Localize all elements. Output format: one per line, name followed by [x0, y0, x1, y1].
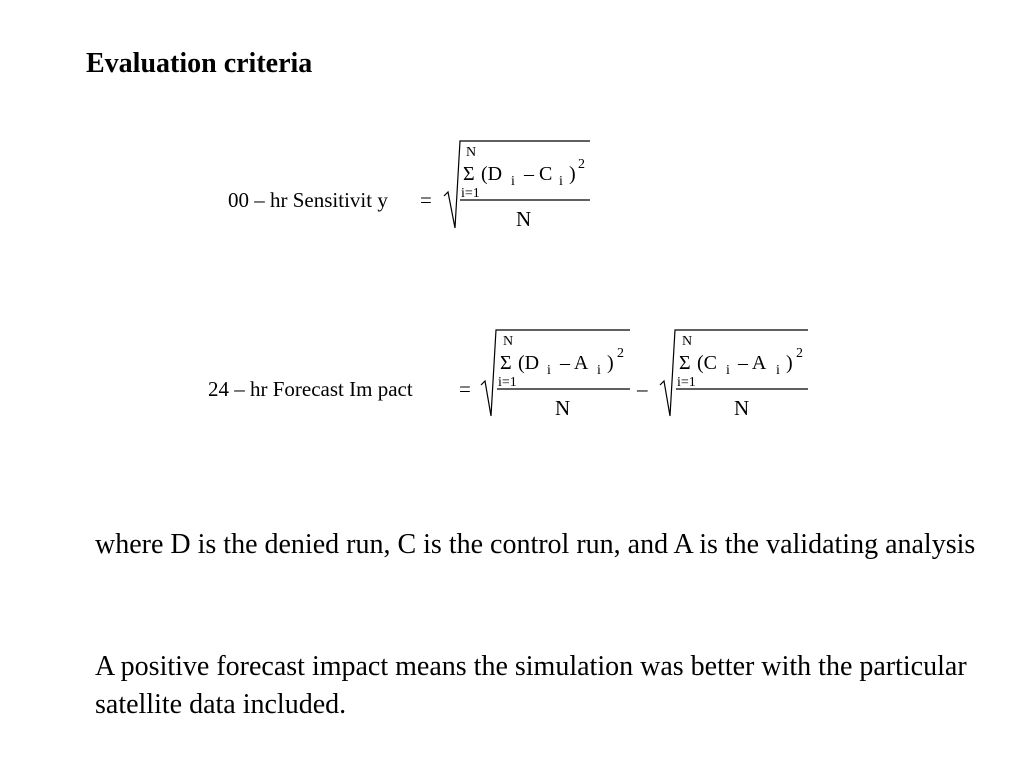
formula2-term2-sum-lower: i=1: [677, 375, 696, 390]
formula2-between-minus: –: [637, 377, 648, 401]
formula2-term1-sub-b: i: [597, 363, 601, 378]
formula2-term2-denominator: N: [734, 396, 750, 420]
formula2-equals: =: [459, 377, 471, 401]
formula1-numerator: (D: [481, 163, 503, 185]
formula1-sub-a: i: [511, 174, 515, 189]
formula1-minus-inner: – C: [524, 163, 553, 185]
slide-title: Evaluation criteria: [86, 48, 313, 79]
definition-text: where D is the denied run, C is the control run, and A is the validating analysis: [95, 529, 976, 560]
formula2-term2-sum-symbol: Σ: [679, 352, 691, 374]
formula2-term2-sub-a: i: [726, 363, 730, 378]
formula1-sub-b: i: [559, 174, 563, 189]
formula1-power: 2: [578, 157, 585, 172]
formula2-term1-sub-a: i: [547, 363, 551, 378]
formula2-term1-sum-lower: i=1: [498, 375, 517, 390]
formula2-term1-sum-symbol: Σ: [500, 352, 512, 374]
formula1-label: 00 – hr Sensitivit y: [228, 188, 388, 212]
formula2-term2-sub-b: i: [776, 363, 780, 378]
formula2-term1-minus-inner: – A: [560, 352, 589, 374]
formula2-term1-power: 2: [617, 346, 624, 361]
formula2-term1-denominator: N: [555, 396, 571, 420]
formula2-term1-sum-upper: N: [503, 334, 514, 349]
formula2-term1-close: ): [607, 352, 614, 374]
formula2-label: 24 – hr Forecast Im pact: [208, 377, 413, 401]
formula2-term2-numerator: (C: [697, 352, 717, 374]
formula1-denominator: N: [516, 207, 532, 231]
formula1-sum-upper: N: [466, 145, 477, 160]
formula2-term2-close: ): [786, 352, 793, 374]
formula1-sum-lower: i=1: [461, 186, 480, 201]
formula2-term2-sum-upper: N: [682, 334, 693, 349]
interpretation-text: A positive forecast impact means the simulation was better with the particular satellite data included.: [95, 651, 967, 720]
formula1-equals: =: [420, 188, 432, 212]
formula1-close: ): [569, 163, 576, 185]
formula2-term1-numerator: (D: [518, 352, 540, 374]
formula1-sum-symbol: Σ: [463, 163, 475, 185]
formula2-term2-minus-inner: – A: [738, 352, 767, 374]
formula2-term2-power: 2: [796, 346, 803, 361]
